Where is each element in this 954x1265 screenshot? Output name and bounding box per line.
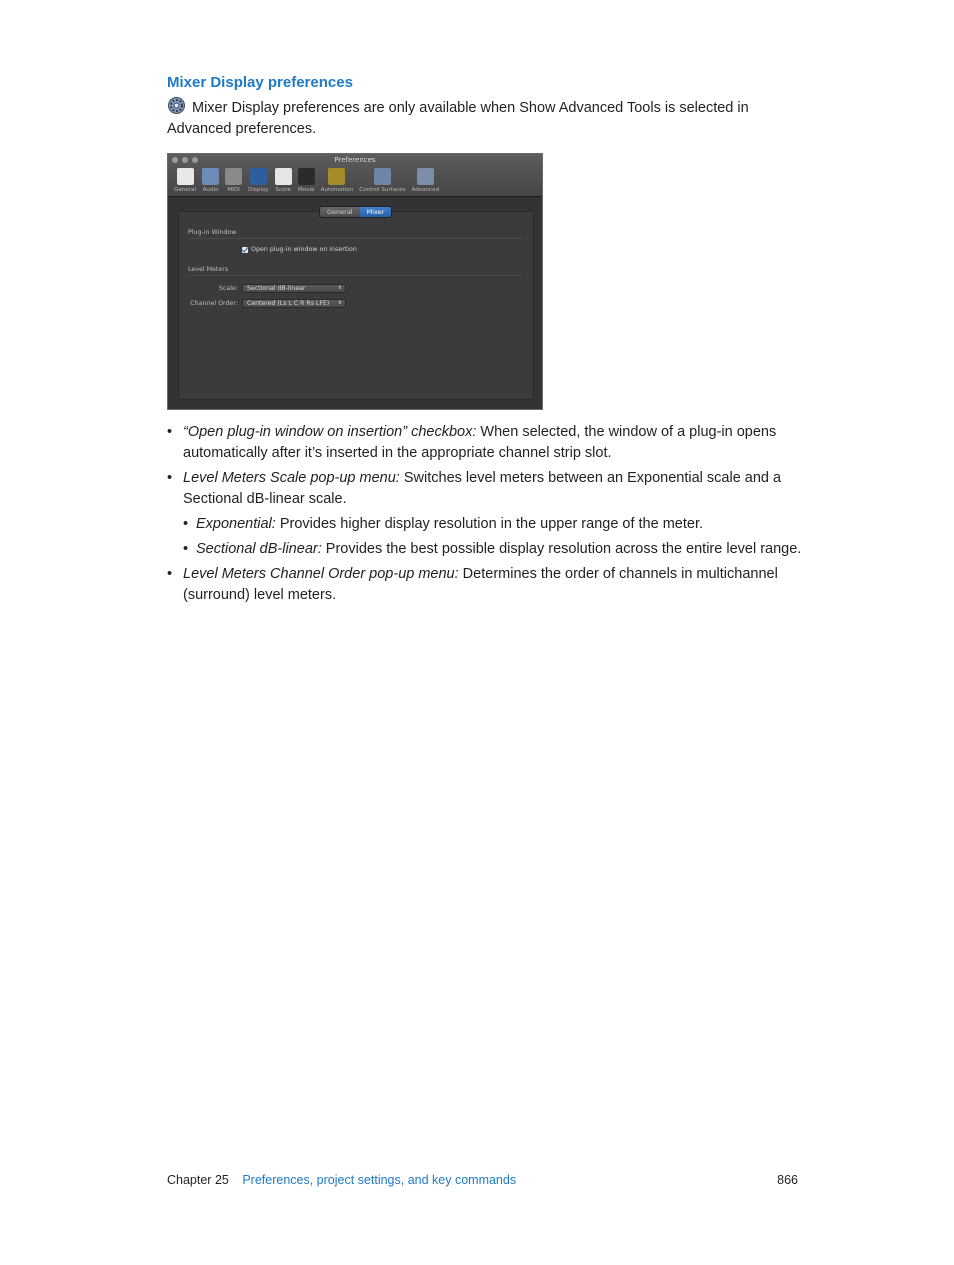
- automation-icon: [328, 168, 345, 185]
- toolbar-item-automation[interactable]: [318, 168, 357, 193]
- channel-order-popup[interactable]: [242, 299, 346, 308]
- toolbar-item-display[interactable]: [245, 168, 272, 193]
- toolbar-item-label: Score: [275, 187, 291, 193]
- window-title: Preferences: [334, 156, 376, 164]
- midi-icon: [225, 168, 242, 185]
- scale-popup[interactable]: [242, 284, 346, 293]
- toolbar-item-movie[interactable]: [295, 168, 318, 193]
- score-icon: [275, 168, 292, 185]
- popup-arrows-icon: ⬍: [337, 285, 342, 291]
- toolbar-item-label: Display: [248, 187, 269, 193]
- bullet-text: Determines the order of channels in multichannel (surround) level meters.: [183, 566, 778, 603]
- popup-arrows-icon: ⬍: [337, 300, 342, 306]
- toolbar-item-label: Audio: [202, 187, 219, 193]
- bullet-item: [167, 468, 807, 510]
- bullet-term: Level Meters Channel Order pop-up menu:: [183, 566, 459, 582]
- sub-bullet-item: [167, 514, 807, 535]
- toolbar-item-label: Advanced: [411, 187, 440, 193]
- page-number: 866: [777, 1173, 798, 1187]
- tab-switcher: [319, 206, 392, 218]
- page-footer: [167, 1173, 798, 1187]
- advanced-icon: [417, 168, 434, 185]
- bullet-icon: •: [183, 541, 189, 557]
- audio-icon: [202, 168, 219, 185]
- bullet-term: Sectional dB-linear:: [196, 541, 322, 557]
- bullet-item: [167, 422, 807, 464]
- bullet-text: Switches level meters between an Exponential scale and a Sectional dB-linear scale.: [183, 470, 782, 507]
- bullet-icon: •: [167, 424, 173, 440]
- preferences-toolbar: [171, 168, 442, 193]
- toolbar-item-general[interactable]: [171, 168, 199, 193]
- bullet-text: When selected, the window of a plug-in opens automatically after it’s inserted in the appropriate channel strip slot.: [183, 424, 777, 461]
- open-plugin-checkbox-row[interactable]: [242, 246, 357, 253]
- bullet-term: “Open plug-in window on insertion” checkbox:: [183, 424, 477, 440]
- bullet-term: Level Meters Scale pop-up menu:: [183, 470, 400, 486]
- toolbar-item-label: Control Surfaces: [359, 187, 406, 193]
- scale-label: Scale:: [218, 285, 238, 292]
- bullet-icon: •: [183, 516, 189, 532]
- channel-order-popup-value: Centered (Ls L C R Rs LFE): [247, 300, 330, 307]
- sub-bullet-item: [167, 539, 807, 560]
- divider: [188, 275, 522, 276]
- title-bar: [168, 154, 542, 197]
- section-title: Mixer Display preferences: [167, 74, 353, 91]
- toolbar-item-score[interactable]: [272, 168, 295, 193]
- level-meters-group-label: Level Meters: [188, 266, 229, 273]
- intro-text-2: Advanced preferences.: [167, 121, 317, 137]
- chapter-number: Chapter 25: [167, 1173, 229, 1187]
- intro-paragraph: [167, 96, 787, 140]
- divider: [188, 238, 522, 239]
- toolbar-item-label: Movie: [297, 187, 315, 193]
- intro-text-1: Mixer Display preferences are only available when Show Advanced Tools is selected in: [192, 100, 749, 116]
- toolbar-item-advanced[interactable]: [409, 168, 443, 193]
- control-surfaces-icon: [374, 168, 391, 185]
- checkbox-label: Open plug-in window on insertion: [251, 246, 357, 253]
- display-icon: [250, 168, 267, 185]
- toolbar-item-label: MIDI: [227, 187, 240, 193]
- scale-popup-value: Sectional dB-linear: [247, 285, 306, 292]
- chapter-title-link[interactable]: Preferences, project settings, and key commands: [242, 1173, 517, 1187]
- checkbox-checked-icon[interactable]: [242, 247, 248, 253]
- advanced-gear-icon: [167, 96, 186, 115]
- bullet-term: Exponential:: [196, 516, 276, 532]
- toolbar-item-midi[interactable]: [222, 168, 245, 193]
- toolbar-item-audio[interactable]: [199, 168, 222, 193]
- preferences-window: [167, 153, 543, 410]
- toolbar-item-label: Automation: [320, 187, 354, 193]
- tab-general[interactable]: General: [320, 207, 360, 217]
- movie-icon: [298, 168, 315, 185]
- bullet-text: Provides the best possible display resolution across the entire level range.: [321, 541, 802, 557]
- bullet-icon: •: [167, 566, 173, 582]
- bullet-icon: •: [167, 470, 173, 486]
- toolbar-item-control-surfaces[interactable]: [356, 168, 408, 193]
- bullet-item: [167, 564, 807, 606]
- channel-order-label: Channel Order:: [190, 300, 238, 307]
- bullet-list: [167, 422, 807, 610]
- tab-mixer[interactable]: Mixer: [360, 207, 392, 217]
- general-icon: [177, 168, 194, 185]
- bullet-text: Provides higher display resolution in the upper range of the meter.: [275, 516, 704, 532]
- toolbar-item-label: General: [174, 187, 197, 193]
- plugin-window-group-label: Plug-in Window: [188, 229, 237, 236]
